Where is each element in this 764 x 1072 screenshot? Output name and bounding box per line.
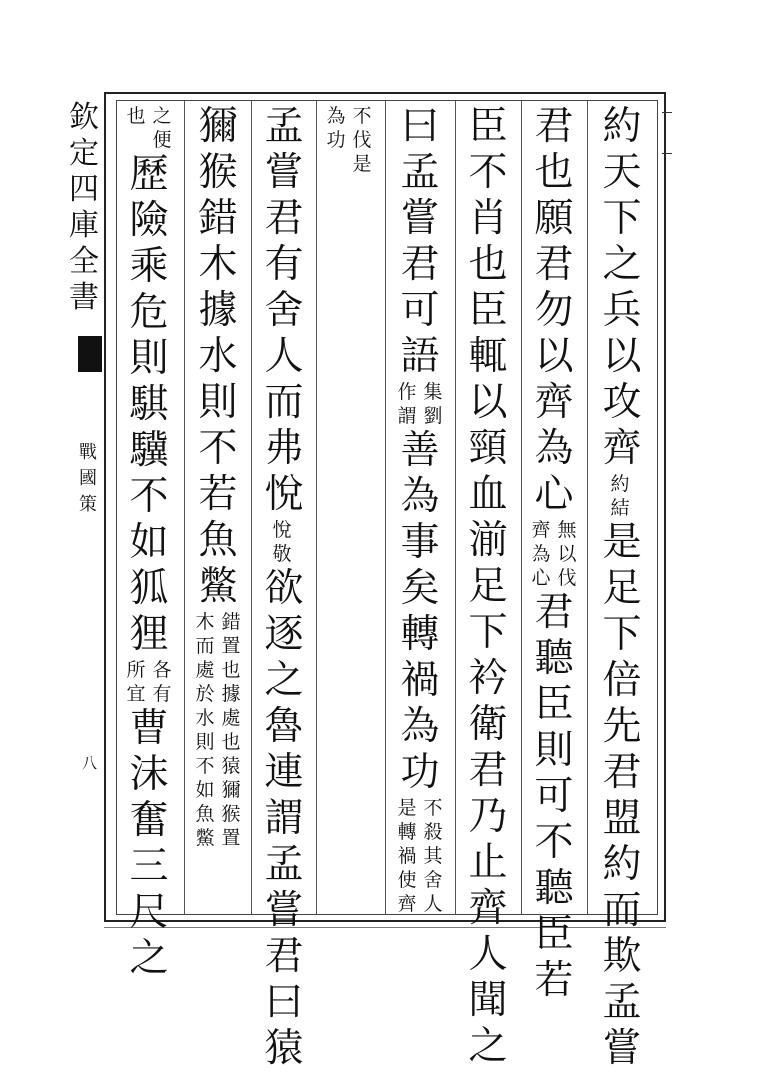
main-text-char: 不 xyxy=(534,820,574,865)
main-text-char: 約 xyxy=(602,104,642,149)
main-text-char: 若 xyxy=(534,958,574,1003)
annotation-char: 結 xyxy=(610,497,630,519)
annotation-char: 為 xyxy=(326,105,346,127)
annotation-char: 功 xyxy=(326,129,346,151)
main-text-char: 天 xyxy=(602,150,642,195)
main-text-char: 魚 xyxy=(198,518,238,563)
main-text-char: 下 xyxy=(602,196,642,241)
main-text-char: 奮 xyxy=(129,798,169,843)
main-text-char: 木 xyxy=(198,242,238,287)
annotation-char: 是 xyxy=(397,797,417,819)
main-text-char: 為 xyxy=(400,474,440,519)
main-text-char: 聽 xyxy=(534,866,574,911)
main-text-char: 為 xyxy=(534,426,574,471)
main-text-char: 約 xyxy=(602,842,642,887)
main-text-char: 悅 xyxy=(264,472,304,517)
main-text-char: 可 xyxy=(400,288,440,333)
main-text-char: 臣 xyxy=(468,104,508,149)
annotation-left-line xyxy=(396,380,418,428)
margin-page-number: 八 xyxy=(82,754,98,772)
margin-section-title xyxy=(76,440,100,518)
annotation-char: 不 xyxy=(195,755,215,777)
main-text-char: 君 xyxy=(264,196,304,241)
main-text-char: 孟 xyxy=(400,150,440,195)
annotation-char: 謂 xyxy=(397,405,417,427)
margin-book-title xyxy=(70,100,98,316)
annotation-char: 宜 xyxy=(126,683,146,705)
main-text-char: 輒 xyxy=(468,334,508,379)
annotation-right-line xyxy=(422,380,444,428)
main-text-char: 衿 xyxy=(468,656,508,701)
annotation-char: 舍 xyxy=(423,869,443,891)
main-text-char: 嘗 xyxy=(264,888,304,933)
margin-char: 國 xyxy=(79,468,97,489)
annotation-char: 猴 xyxy=(221,803,241,825)
annotation-char: 處 xyxy=(221,707,241,729)
annotation-char: 而 xyxy=(195,635,215,657)
annotation-char: 也 xyxy=(126,105,146,127)
annotation-right-line xyxy=(151,658,173,706)
main-text-char: 猴 xyxy=(198,150,238,195)
annotation-char: 人 xyxy=(423,893,443,915)
main-text-char: 齊 xyxy=(468,886,508,931)
main-text-char: 沫 xyxy=(129,752,169,797)
column-rule xyxy=(184,101,185,914)
column-rule xyxy=(251,101,252,914)
main-text-char: 事 xyxy=(400,520,440,565)
annotation-char: 如 xyxy=(195,779,215,801)
main-text-char: 之 xyxy=(602,242,642,287)
text-column-5 xyxy=(322,104,376,176)
annotation-char: 水 xyxy=(195,707,215,729)
main-text-char: 若 xyxy=(198,472,238,517)
main-text-char: 不 xyxy=(129,474,169,519)
main-text-char: 君 xyxy=(602,750,642,795)
main-text-char: 足 xyxy=(468,564,508,609)
main-text-char: 先 xyxy=(602,704,642,749)
main-text-char: 盟 xyxy=(602,796,642,841)
annotation-right-line xyxy=(151,104,173,152)
annotation-left-line xyxy=(271,518,293,566)
annotation-char: 於 xyxy=(195,683,215,705)
annotation-left-line xyxy=(609,472,631,520)
column-rule xyxy=(316,101,317,914)
double-line-annotation xyxy=(530,518,578,590)
main-text-char: 足 xyxy=(602,566,642,611)
main-text-char: 攻 xyxy=(602,380,642,425)
main-text-char: 欲 xyxy=(264,566,304,611)
double-line-annotation xyxy=(125,658,173,706)
main-text-char: 以 xyxy=(468,380,508,425)
main-text-char: 君 xyxy=(534,590,574,635)
main-text-char: 轉 xyxy=(400,612,440,657)
margin-char: 全 xyxy=(69,244,99,279)
annotation-char: 使 xyxy=(397,869,417,891)
main-text-char: 之 xyxy=(264,658,304,703)
main-text-char: 人 xyxy=(264,334,304,379)
main-text-char: 騏 xyxy=(129,382,169,427)
main-text-char: 衛 xyxy=(468,702,508,747)
annotation-char: 劉 xyxy=(423,405,443,427)
main-text-char: 欺 xyxy=(602,934,642,979)
annotation-char: 木 xyxy=(195,611,215,633)
main-text-char: 止 xyxy=(468,840,508,885)
main-text-char: 勿 xyxy=(534,288,574,333)
annotation-char: 置 xyxy=(221,827,241,849)
annotation-char: 集 xyxy=(423,381,443,403)
main-text-char: 險 xyxy=(129,198,169,243)
main-text-char: 也 xyxy=(468,242,508,287)
double-line-annotation xyxy=(396,796,444,916)
main-text-char: 君 xyxy=(534,242,574,287)
annotation-char: 殺 xyxy=(423,821,443,843)
margin-char: 書 xyxy=(69,280,99,315)
annotation-char: 鱉 xyxy=(195,827,215,849)
annotation-char: 作 xyxy=(397,381,417,403)
main-text-char: 嘗 xyxy=(400,196,440,241)
annotation-char: 也 xyxy=(221,731,241,753)
main-text-char: 則 xyxy=(198,380,238,425)
main-text-char: 如 xyxy=(129,520,169,565)
main-text-char: 齊 xyxy=(602,426,642,471)
main-text-char: 孟 xyxy=(264,842,304,887)
main-text-char: 狐 xyxy=(129,566,169,611)
annotation-char: 敬 xyxy=(272,543,292,565)
main-text-char: 下 xyxy=(468,610,508,655)
text-column-6 xyxy=(257,104,311,1072)
main-text-char: 君 xyxy=(468,748,508,793)
main-text-char: 以 xyxy=(534,334,574,379)
main-text-char: 願 xyxy=(534,196,574,241)
annotation-left-line xyxy=(125,658,147,706)
main-text-char: 舍 xyxy=(264,288,304,333)
annotation-left-line xyxy=(194,610,216,850)
main-text-char: 是 xyxy=(602,520,642,565)
margin-char: 定 xyxy=(69,136,99,171)
annotation-char: 錯 xyxy=(221,611,241,633)
annotation-char: 有 xyxy=(152,683,172,705)
main-text-char: 而 xyxy=(602,888,642,933)
main-text-char: 驥 xyxy=(129,428,169,473)
column-rule xyxy=(521,101,522,914)
main-text-char: 猿 xyxy=(264,1026,304,1071)
margin-char: 四 xyxy=(69,172,99,207)
annotation-right-line xyxy=(422,796,444,916)
main-text-char: 弗 xyxy=(264,426,304,471)
annotation-char: 不 xyxy=(423,797,443,819)
main-text-char: 聽 xyxy=(534,636,574,681)
main-text-char: 善 xyxy=(400,428,440,473)
main-text-char: 禍 xyxy=(400,658,440,703)
main-text-char: 臣 xyxy=(468,288,508,333)
main-text-char: 血 xyxy=(468,472,508,517)
annotation-char: 便 xyxy=(152,129,172,151)
main-text-char: 錯 xyxy=(198,196,238,241)
main-text-char: 魯 xyxy=(264,704,304,749)
column-rule xyxy=(587,101,588,914)
main-text-char: 曰 xyxy=(264,980,304,1025)
annotation-right-line xyxy=(556,518,578,590)
double-line-annotation xyxy=(125,104,173,152)
main-text-char: 嘗 xyxy=(264,150,304,195)
main-text-char: 乘 xyxy=(129,244,169,289)
main-text-char: 鱉 xyxy=(198,564,238,609)
annotation-char: 是 xyxy=(352,153,372,175)
annotation-left-line xyxy=(396,796,418,916)
main-text-char: 兵 xyxy=(602,288,642,333)
main-text-char: 矣 xyxy=(400,566,440,611)
text-column-2 xyxy=(527,104,581,1004)
main-text-char: 湔 xyxy=(468,518,508,563)
column-rule xyxy=(385,101,386,914)
main-text-char: 心 xyxy=(534,472,574,517)
main-text-char: 不 xyxy=(198,426,238,471)
main-text-char: 也 xyxy=(534,150,574,195)
annotation-char: 各 xyxy=(152,659,172,681)
annotation-char: 其 xyxy=(423,845,443,867)
main-text-char: 以 xyxy=(602,334,642,379)
main-text-char: 而 xyxy=(264,380,304,425)
main-text-char: 連 xyxy=(264,750,304,795)
annotation-char: 置 xyxy=(221,635,241,657)
margin-char: 戰 xyxy=(79,442,97,463)
main-text-char: 肖 xyxy=(468,196,508,241)
annotation-char: 也 xyxy=(221,659,241,681)
annotation-char: 不 xyxy=(352,105,372,127)
margin-char: 庫 xyxy=(69,208,99,243)
annotation-char: 無 xyxy=(557,519,577,541)
double-line-annotation xyxy=(194,610,242,850)
main-text-char: 人 xyxy=(468,932,508,977)
text-column-1 xyxy=(595,104,649,1072)
annotation-char: 齊 xyxy=(397,893,417,915)
main-text-char: 臣 xyxy=(534,682,574,727)
main-text-char: 狸 xyxy=(129,612,169,657)
annotation-char: 約 xyxy=(610,473,630,495)
annotation-char: 以 xyxy=(557,543,577,565)
annotation-char: 伐 xyxy=(557,567,577,589)
annotation-char: 心 xyxy=(531,567,551,589)
annotation-left-line xyxy=(530,518,552,590)
main-text-char: 尺 xyxy=(129,890,169,935)
main-text-char: 倍 xyxy=(602,658,642,703)
main-text-char: 可 xyxy=(534,774,574,819)
main-text-char: 則 xyxy=(129,336,169,381)
main-text-char: 獮 xyxy=(198,104,238,149)
main-text-char: 歷 xyxy=(129,152,169,197)
annotation-char: 齊 xyxy=(531,519,551,541)
main-text-char: 乃 xyxy=(468,794,508,839)
main-text-char: 曰 xyxy=(400,104,440,149)
annotation-char: 則 xyxy=(195,731,215,753)
double-line-annotation xyxy=(396,380,444,428)
main-text-char: 聞 xyxy=(468,978,508,1023)
annotation-char: 所 xyxy=(126,659,146,681)
double-line-annotation xyxy=(609,472,635,520)
main-text-char: 君 xyxy=(264,934,304,979)
double-line-annotation xyxy=(325,104,373,176)
annotation-char: 禍 xyxy=(397,845,417,867)
annotation-left-line xyxy=(125,104,147,152)
annotation-right-line xyxy=(351,104,373,176)
main-text-char: 齊 xyxy=(534,380,574,425)
annotation-char: 轉 xyxy=(397,821,417,843)
main-text-char: 下 xyxy=(602,612,642,657)
main-text-char: 為 xyxy=(400,704,440,749)
bottom-rule xyxy=(104,927,666,928)
edge-mark xyxy=(662,112,672,154)
margin-char: 策 xyxy=(79,494,97,515)
main-text-char: 曹 xyxy=(129,706,169,751)
margin-char: 欽 xyxy=(69,100,99,135)
main-text-char: 君 xyxy=(534,104,574,149)
main-text-char: 則 xyxy=(534,728,574,773)
annotation-char: 獮 xyxy=(221,779,241,801)
main-text-char: 不 xyxy=(468,150,508,195)
annotation-char: 據 xyxy=(221,683,241,705)
main-text-char: 有 xyxy=(264,242,304,287)
text-column-8 xyxy=(122,104,176,982)
annotation-left-line xyxy=(325,104,347,176)
main-text-char: 之 xyxy=(129,936,169,981)
annotation-char: 之 xyxy=(152,105,172,127)
main-text-char: 據 xyxy=(198,288,238,333)
margin-fishtail-mark xyxy=(78,336,102,372)
main-text-char: 孟 xyxy=(264,104,304,149)
main-text-char: 功 xyxy=(400,750,440,795)
annotation-char: 處 xyxy=(195,659,215,681)
main-text-char: 孟 xyxy=(602,980,642,1025)
main-text-char: 君 xyxy=(400,242,440,287)
main-text-char: 臣 xyxy=(534,912,574,957)
annotation-char: 伐 xyxy=(352,129,372,151)
text-column-3 xyxy=(461,104,515,1070)
main-text-char: 頸 xyxy=(468,426,508,471)
main-text-char: 謂 xyxy=(264,796,304,841)
annotation-char: 為 xyxy=(531,543,551,565)
column-rule xyxy=(455,101,456,914)
main-text-char: 嘗 xyxy=(602,1026,642,1071)
text-column-7 xyxy=(191,104,245,850)
main-text-char: 逐 xyxy=(264,612,304,657)
annotation-char: 魚 xyxy=(195,803,215,825)
annotation-char: 猿 xyxy=(221,755,241,777)
annotation-char: 悅 xyxy=(272,519,292,541)
main-text-char: 語 xyxy=(400,334,440,379)
double-line-annotation xyxy=(271,518,297,566)
text-column-4 xyxy=(393,104,447,916)
main-text-char: 水 xyxy=(198,334,238,379)
annotation-right-line xyxy=(220,610,242,850)
main-text-char: 之 xyxy=(468,1024,508,1069)
main-text-char: 危 xyxy=(129,290,169,335)
main-text-char: 三 xyxy=(129,844,169,889)
